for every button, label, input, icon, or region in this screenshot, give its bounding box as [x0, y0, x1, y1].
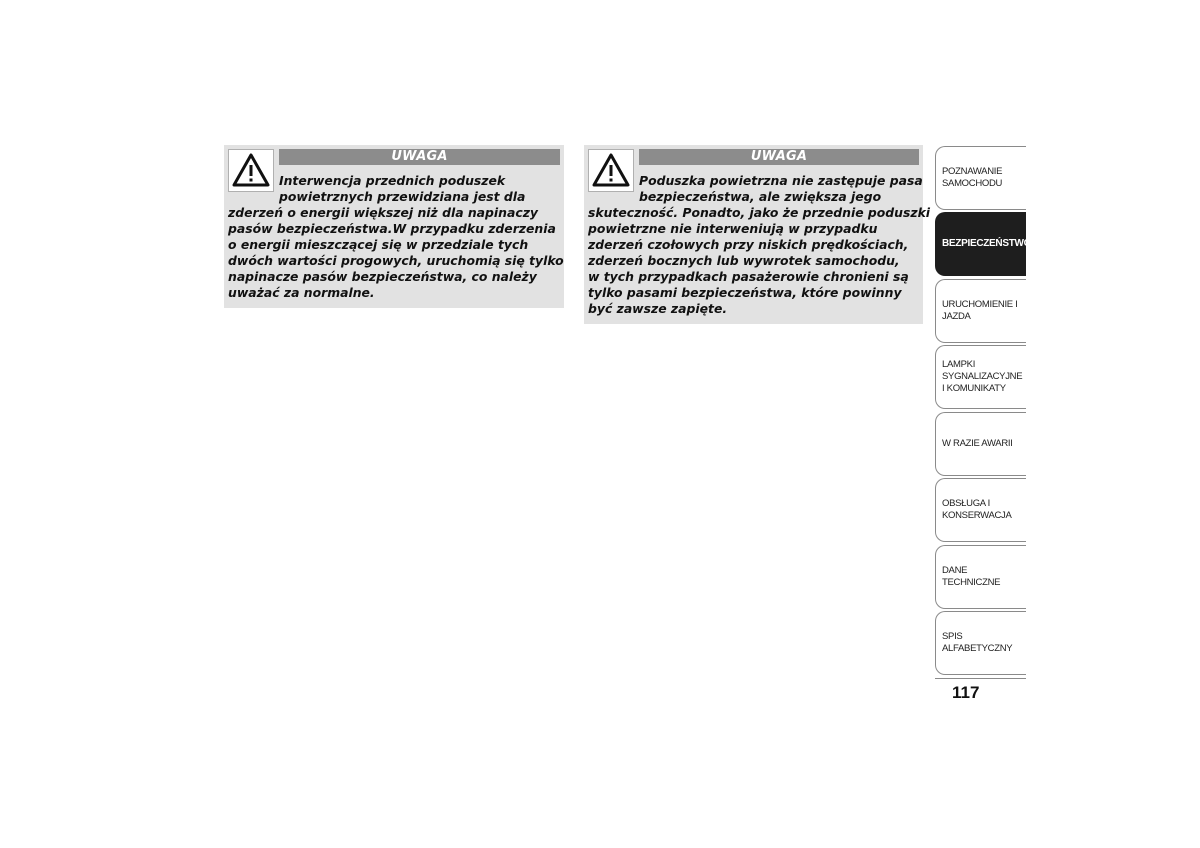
tab-dane-techniczne[interactable]: [935, 545, 1026, 609]
text-line: Interwencja przednich poduszek: [279, 173, 506, 188]
tab-label: POZNAWANIE SAMOCHODU: [942, 166, 1003, 189]
text-line: o energii mieszczącej się w przedziale tych: [228, 237, 529, 252]
text-line: Poduszka powietrzna nie zastępuje pasa: [639, 173, 923, 188]
text-line: tylko pasami bezpieczeństwa, które powinny: [588, 285, 902, 300]
tab-poznawanie-samochodu[interactable]: [935, 146, 1026, 210]
text-line: zderzeń czołowych przy niskich prędkościach,: [588, 237, 909, 252]
text-line: napinacze pasów bezpieczeństwa, co należy: [228, 269, 537, 284]
tab-label: BEZPIECZEŃSTWO: [942, 238, 1032, 249]
page-number: 117: [952, 683, 980, 702]
tab-bottom-rule: [935, 678, 1026, 679]
text-line: skuteczność. Ponadto, jako że przednie poduszki: [588, 205, 931, 220]
text-line: być zawsze zapięte.: [588, 301, 728, 316]
tab-obsluga-i-konserwacja[interactable]: [935, 478, 1026, 542]
warning-title: UWAGA: [639, 149, 919, 165]
tab-uruchomienie-i-jazda[interactable]: [935, 279, 1026, 343]
text-line: bezpieczeństwa, ale zwiększa jego: [639, 189, 882, 204]
tab-lampki-sygnalizacyjne[interactable]: [935, 345, 1026, 409]
tab-spis-alfabetyczny[interactable]: [935, 611, 1026, 675]
tab-label: SPIS ALFABETYCZNY: [942, 631, 1013, 654]
text-line: w tych przypadkach pasażerowie chronieni są: [588, 269, 909, 284]
tab-label: LAMPKI SYGNALIZACYJNE I KOMUNIKATY: [942, 359, 1023, 394]
tab-label: W RAZIE AWARII: [942, 438, 1013, 449]
tab-bezpieczenstwo[interactable]: [935, 212, 1032, 276]
warning-box-airbag-seatbelt: [584, 145, 931, 324]
text-line: zderzeń bocznych lub wywrotek samochodu,: [588, 253, 900, 268]
text-line: powietrzne nie interweniują w przypadku: [588, 221, 878, 236]
tab-label: DANE TECHNICZNE: [942, 565, 1001, 588]
warning-box-airbag-activation: [224, 145, 564, 308]
text-line: dwóch wartości progowych, uruchomią się tylko: [228, 253, 564, 268]
warning-title: UWAGA: [279, 149, 560, 165]
tab-label: OBSŁUGA I KONSERWACJA: [942, 498, 1012, 521]
text-line: powietrznych przewidziana jest dla: [279, 189, 526, 204]
tab-label: URUCHOMIENIE I JAZDA: [942, 299, 1018, 322]
warning-text: [588, 173, 931, 317]
warning-text: [228, 173, 564, 301]
text-line: uważać za normalne.: [228, 285, 375, 300]
tab-w-razie-awarii[interactable]: [935, 412, 1026, 476]
text-line: zderzeń o energii większej niż dla napinaczy: [228, 205, 538, 220]
text-line: pasów bezpieczeństwa.W przypadku zderzenia: [228, 221, 556, 236]
